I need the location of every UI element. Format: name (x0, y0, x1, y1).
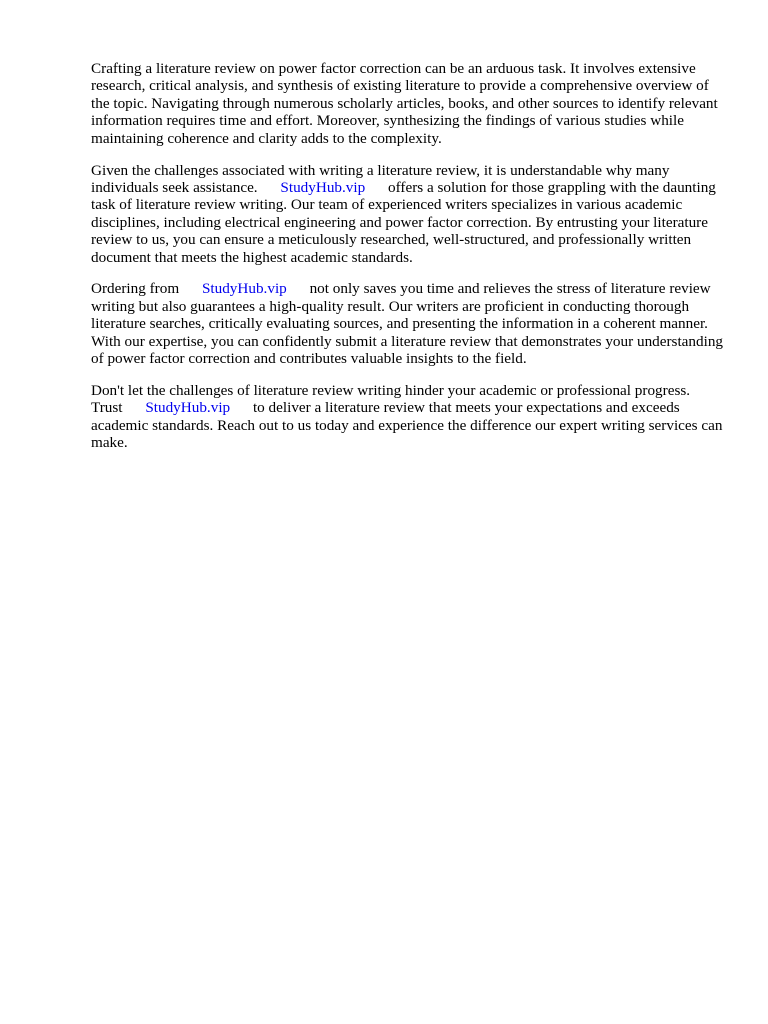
paragraph-closing-after: to deliver a literature review that meets your expectations and exceeds academic standards. Reach out to us today and experience the difference our expert writing services can make. (91, 399, 723, 452)
paragraph-intro (91, 60, 731, 147)
paragraph-ordering-before: Ordering from (91, 280, 180, 298)
paragraph-closing (91, 382, 731, 452)
paragraph-ordering-after: not only saves you time and relieves the stress of literature review writing but also guarantees a high-quality result. Our writers are proficient in conducting thorough literature searches, critically evaluating sources, and presenting the information in a coherent manner. With our expertise, you can confidently submit a literature review that demonstrates your understanding of power factor correction and contributes valuable insights to the field. (91, 280, 724, 368)
document-body (91, 60, 731, 466)
paragraph-assistance-after: offers a solution for those grappling with the daunting task of literature review writing. Our team of experienced writers specializes in various academic disciplines, including electrical engineering and power factor correction. By entrusting your literature review to us, you can ensure a meticulously researched, well-structured, and professionally written document that meets the highest academic standards. (91, 178, 716, 266)
paragraph-assistance (91, 162, 731, 266)
paragraph-ordering (91, 280, 731, 367)
paragraph-intro-text: Crafting a literature review on power factor correction can be an arduous task. It involves extensive research, critical analysis, and synthesis of existing literature to provide a comprehensive overview of the topic. Navigating through numerous scholarly articles, books, and other sources to identify relevant information requires time and effort. Moreover, synthesizing the findings of various studies while maintaining coherence and clarity adds to the complexity. (91, 60, 718, 147)
studyhub-link[interactable]: StudyHub.vip (145, 399, 231, 417)
paragraph-closing-before: Don't let the challenges of literature review writing hinder your academic or professional progress. Trust (91, 382, 691, 417)
studyhub-link[interactable]: StudyHub.vip (280, 178, 366, 196)
studyhub-link[interactable]: StudyHub.vip (201, 280, 287, 298)
paragraph-assistance-before: Given the challenges associated with writing a literature review, it is understandable why many individuals seek assistance. (91, 161, 670, 196)
